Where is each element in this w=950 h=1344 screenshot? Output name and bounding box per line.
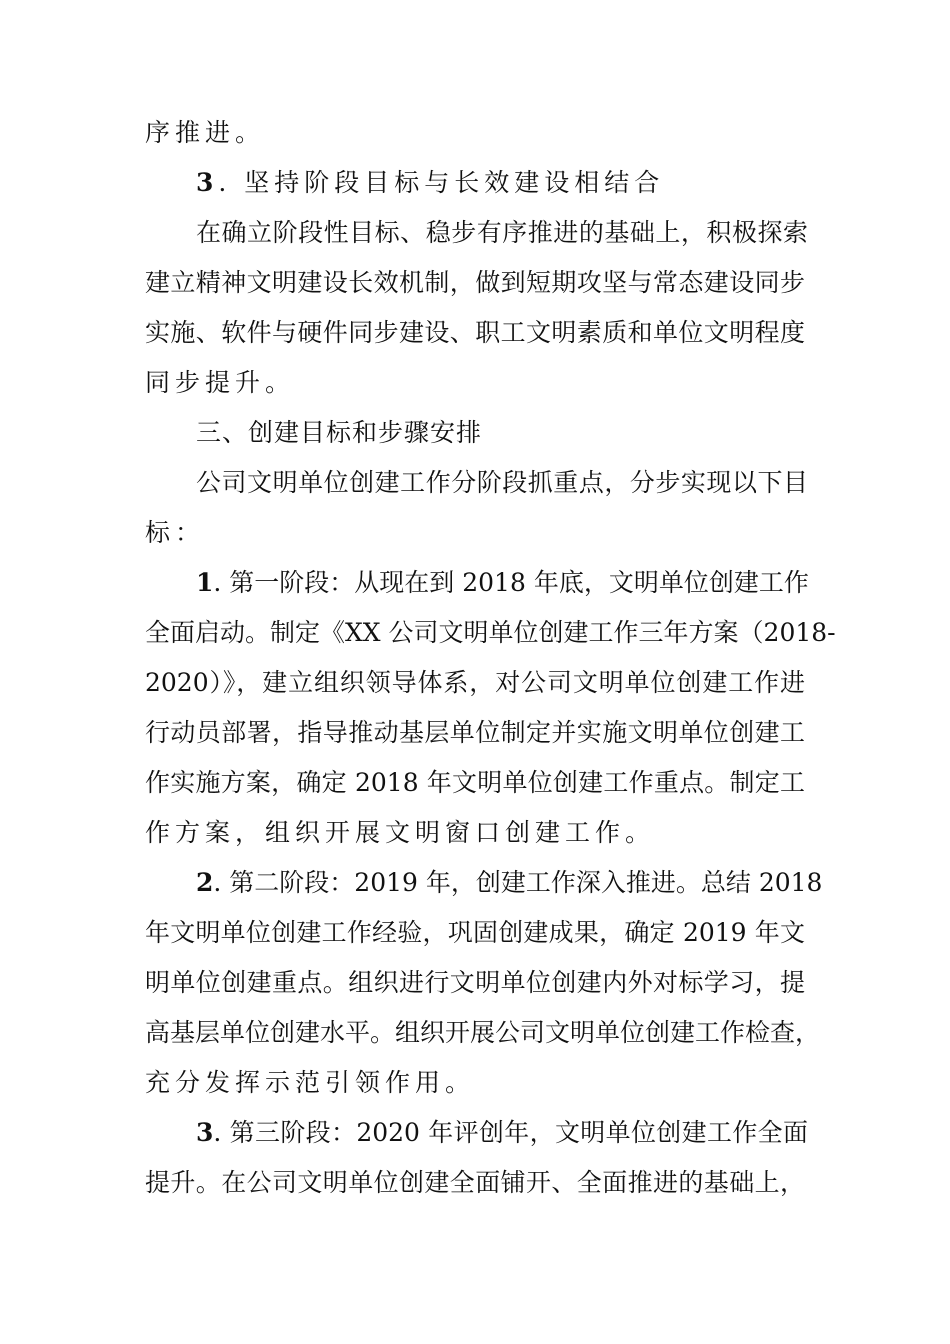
stage-2-line	[196, 866, 823, 900]
paragraph-line: 提升。在公司文明单位创建全面铺开、全面推进的基础上，	[145, 1168, 805, 1197]
heading-number: 3	[196, 168, 219, 197]
paragraph-line: 同步提升。	[145, 368, 296, 397]
paragraph-line: 在确立阶段性目标、稳步有序推进的基础上，积极探索	[196, 218, 808, 247]
paragraph-line: 年文明单位创建工作经验，巩固创建成果，确定 2019 年文	[145, 918, 805, 947]
paragraph-line: 作实施方案，确定 2018 年文明单位创建工作重点。制定工	[145, 768, 805, 797]
paragraph-line: 充分发挥示范引领作用。	[145, 1068, 476, 1097]
heading-text: . 坚持阶段目标与长效建设相结合	[218, 168, 665, 197]
stage-text: . 第三阶段：2020 年评创年，文明单位创建工作全面	[213, 1118, 808, 1147]
stage-text: . 第一阶段：从现在到 2018 年底，文明单位创建工作	[213, 568, 809, 597]
paragraph-line: 实施、软件与硬件同步建设、职工文明素质和单位文明程度	[145, 318, 805, 347]
paragraph-line: 序推进。	[145, 118, 266, 147]
paragraph-line: 建立精神文明建设长效机制，做到短期攻坚与常态建设同步	[145, 268, 805, 297]
paragraph-line: 明单位创建重点。组织进行文明单位创建内外对标学习，提	[145, 968, 805, 997]
paragraph-line: 标：	[145, 518, 206, 547]
stage-3-line	[196, 1116, 808, 1150]
paragraph-line: 公司文明单位创建工作分阶段抓重点，分步实现以下目	[196, 468, 808, 497]
paragraph-line: 全面启动。制定《XX 公司文明单位创建工作三年方案（2018-	[145, 618, 836, 647]
paragraph-line: 行动员部署，指导推动基层单位制定并实施文明单位创建工	[145, 718, 805, 747]
stage-number: 2	[196, 868, 214, 897]
stage-text: . 第二阶段：2019 年，创建工作深入推进。总结 2018	[213, 868, 823, 897]
paragraph-line: 高基层单位创建水平。组织开展公司文明单位创建工作检查，	[145, 1018, 821, 1047]
paragraph-line: 作方案，组织开展文明窗口创建工作。	[145, 818, 656, 847]
section-heading-3	[196, 166, 664, 200]
stage-number: 1	[196, 568, 214, 597]
stage-number: 3	[196, 1118, 214, 1147]
stage-1-line	[196, 566, 808, 600]
paragraph-line: 2020）》，建立组织领导体系，对公司文明单位创建工作进	[145, 668, 805, 697]
chapter-heading: 三、创建目标和步骤安排	[196, 418, 483, 447]
